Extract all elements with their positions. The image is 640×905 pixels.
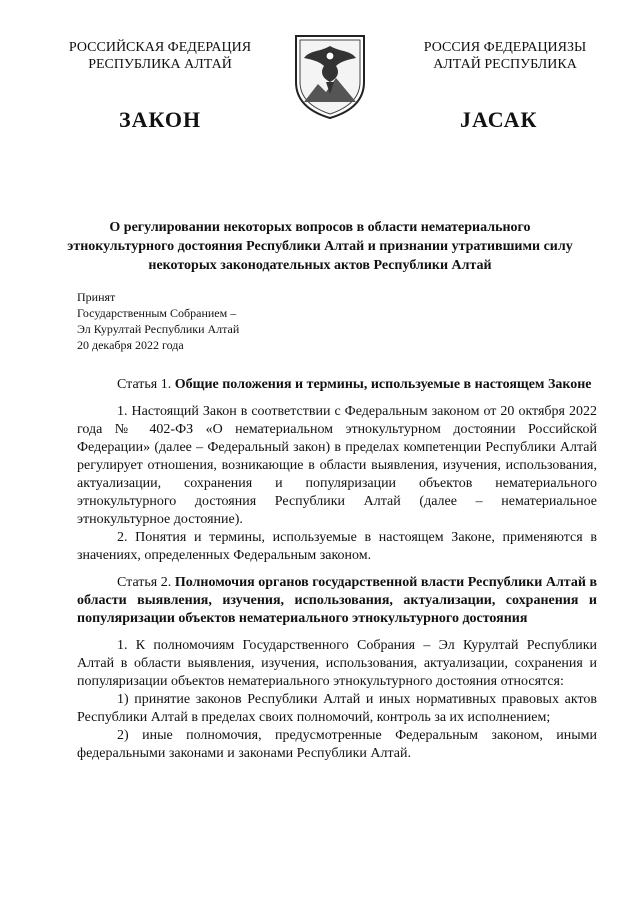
- law-body: [77, 376, 597, 763]
- article-2-paragraph-1: 1. К полномочиям Государственного Собрания – Эл Курултай Республики Алтай в области выявления, изучения, использования, актуализации, сохранения и популяризации объектов нематериального этнокультурного достояния относятся:: [77, 638, 597, 689]
- header-left: [40, 39, 280, 73]
- adoption-date: 20 декабря 2022 года: [77, 338, 184, 352]
- adoption-line2: Государственным Собранием –: [77, 306, 237, 320]
- header-right: [380, 39, 630, 73]
- header-right-line2: АЛТАЙ РЕСПУБЛИКА: [433, 57, 577, 72]
- header-left-line2: РЕСПУБЛИКА АЛТАЙ: [88, 57, 232, 72]
- article-2-paragraph-3: 2) иные полномочия, предусмотренные Федеральным законом, иными федеральными законами и законами Республики Алтай.: [77, 728, 597, 761]
- article-1-paragraph-1: 1. Настоящий Закон в соответствии с Федеральным законом от 20 октября 2022 года № 402-ФЗ «О нематериальном этнокультурном достоянии Российской Федерации» (далее – Федеральный закон) в пределах компетенции Республики Алтай регулирует отношения, возникающие в области выявления, изучения, использования, актуализации, сохранения и популяризации объектов нематериального этнокультурного достояния Республики Алтай (далее – нематериальное этнокультурное достояние).: [77, 404, 597, 527]
- article-2-heading: [77, 574, 597, 628]
- article-2-paragraph-2: 1) принятие законов Республики Алтай и иных нормативных правовых актов Республики Алтай в пределах своих полномочий, контроль за их исполнением;: [77, 692, 597, 725]
- adoption-info: [77, 289, 239, 353]
- coat-of-arms-icon: [290, 32, 370, 120]
- adoption-line1: Принят: [77, 290, 116, 304]
- law-title-altai: JАСАК: [460, 107, 538, 132]
- article-1-title: Общие положения и термины, используемые в настоящем Законе: [174, 377, 592, 392]
- article-2-label: Статья 2.: [117, 575, 172, 590]
- article-1-label: Статья 1.: [117, 377, 172, 392]
- adoption-line3: Эл Курултай Республики Алтай: [77, 322, 240, 336]
- article-1-heading: [77, 376, 597, 394]
- article-2-title: Полномочия органов государственной власти Республики Алтай в области выявления, изучения, использования, актуализации, сохранения и популяризации объектов нематериального этнокультурного достояния: [77, 575, 598, 626]
- header-left-line1: РОССИЙСКАЯ ФЕДЕРАЦИЯ: [68, 40, 252, 55]
- article-1-paragraph-2: 2. Понятия и термины, используемые в настоящем Законе, применяются в значениях, определенных Федеральным законом.: [77, 530, 597, 563]
- law-title-russian: ЗАКОН: [119, 107, 202, 132]
- header-right-line1: РОССИЯ ФЕДЕРАЦИЯЗЫ: [423, 40, 587, 55]
- law-title: О регулировании некоторых вопросов в области нематериального этнокультурного достояния Республики Алтай и признании утратившими силу некоторых законодательных актов Республики Алтай: [67, 220, 573, 273]
